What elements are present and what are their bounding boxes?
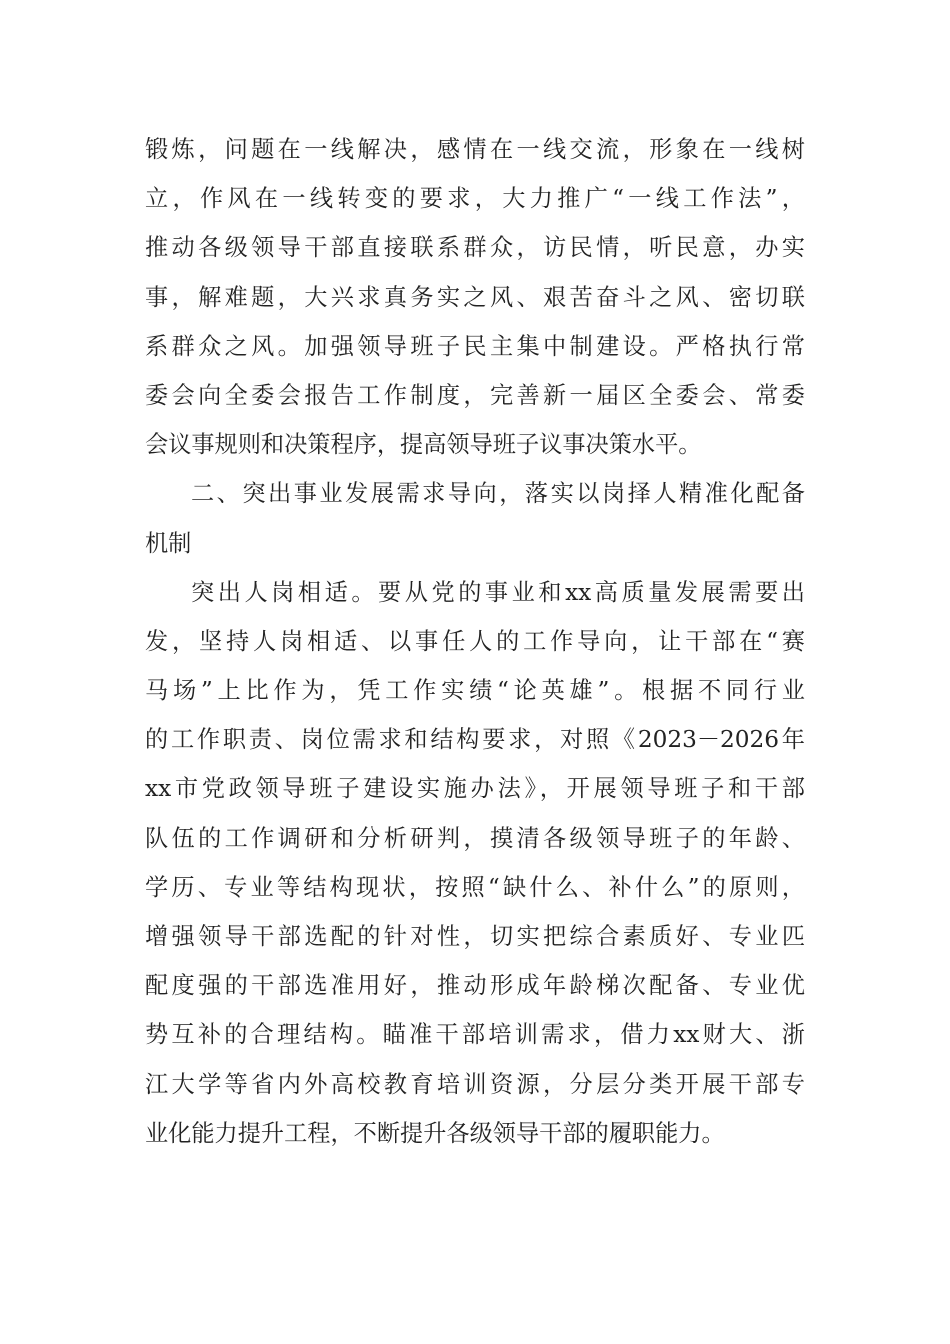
text-line-21: 业化能力提升工程，不断提升各级领导干部的履职能力。 [145,1119,725,1147]
text-line-4: 事，解难题，大兴求真务实之风、艰苦奋斗之风、密切联 [145,283,805,311]
text-line-3: 推动各级领导干部直接联系群众，访民情，听民意，办实 [145,234,805,262]
text-line-20: 江大学等省内外高校教育培训资源，分层分类开展干部专 [145,1070,805,1098]
text-line-7: 会议事规则和决策程序，提高领导班子议事决策水平。 [145,431,702,459]
text-line-11: 发，坚持人岗相适、以事任人的工作导向，让干部在“赛 [145,627,805,655]
text-line-1: 锻炼，问题在一线解决，感情在一线交流，形象在一线树 [145,136,805,163]
section-heading-line-1: 二、突出事业发展需求导向，落实以岗择人精准化配备 [191,480,805,508]
section-heading-line-2: 机制 [145,529,192,557]
text-line-13: 的工作职责、岗位需求和结构要求，对照《2023－2026年 [145,726,805,754]
text-line-6: 委会向全委会报告工作制度，完善新一届区全委会、常委 [145,381,805,409]
document-body [145,125,805,1158]
text-line-17: 增强领导干部选配的针对性，切实把综合素质好、专业匹 [145,923,805,950]
text-line-10: 突出人岗相适。要从党的事业和xx高质量发展需要出 [191,578,805,606]
text-line-14: xx市党政领导班子建设实施办法》，开展领导班子和干部 [145,775,805,803]
text-line-5: 系群众之风。加强领导班子民主集中制建设。严格执行常 [145,332,805,360]
text-line-19: 势互补的合理结构。瞄准干部培训需求，借力xx财大、浙 [145,1021,805,1049]
text-line-18: 配度强的干部选准用好，推动形成年龄梯次配备、专业优 [145,972,805,1000]
text-line-16: 学历、专业等结构现状，按照“缺什么、补什么”的原则， [145,873,805,901]
text-line-2: 立，作风在一线转变的要求，大力推广“一线工作法”， [145,185,805,213]
text-line-15: 队伍的工作调研和分析研判，摸清各级领导班子的年龄、 [145,824,805,852]
text-line-12: 马场”上比作为，凭工作实绩“论英雄”。根据不同行业 [145,677,805,705]
